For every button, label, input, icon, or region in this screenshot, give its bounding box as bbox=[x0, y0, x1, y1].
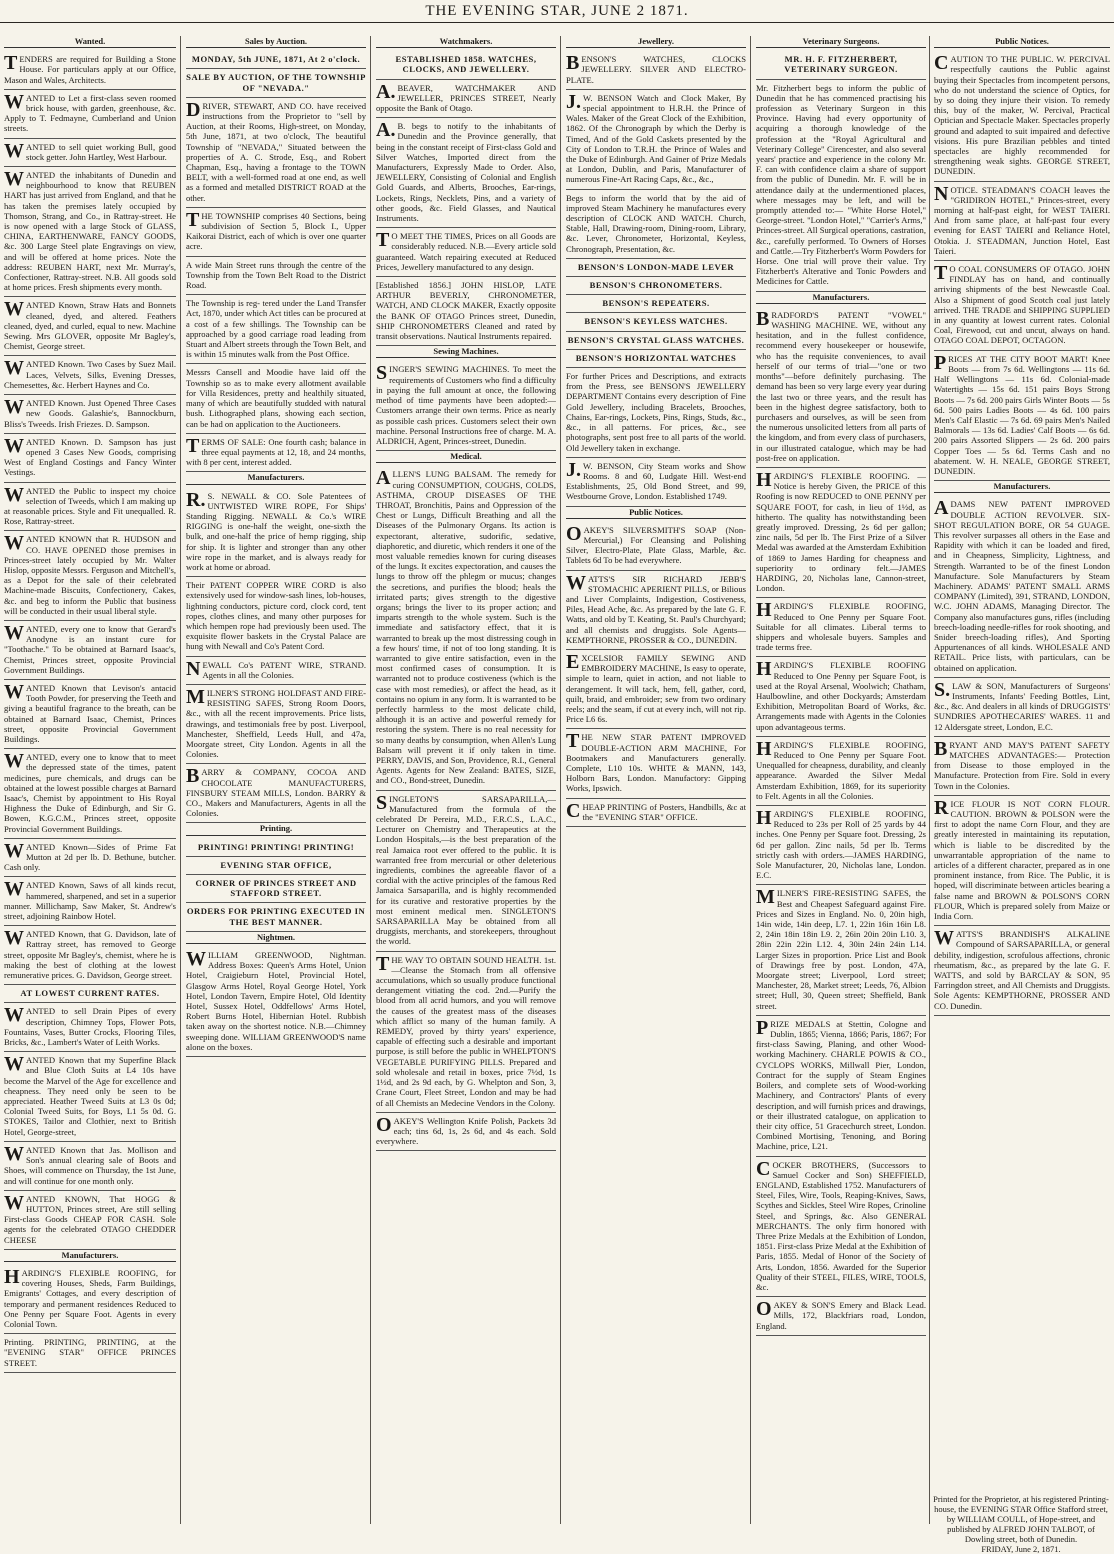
advertisement-text: PRINTING! PRINTING! PRINTING! bbox=[197, 841, 355, 852]
advertisement-text: AT LOWEST CURRENT RATES. bbox=[20, 988, 160, 999]
advertisement bbox=[566, 522, 746, 571]
advertisement-text: HARDING'S FLEXIBLE ROOFING, Reduced to 23s per Roll of 25 yards by 44 inches. One Penny per Square foot. Dressing, 2s 6d per gallon. Zinc nails, 5d per lb. Terms strictly cash with orders.—JAMES HARDING, Sole Manufacturer, 20, Nicholas lane, London. E.C. bbox=[756, 807, 926, 881]
advertisement-text: WANTED Known that Jas. Mollison and Son's annual clearing sale of Boots and Shoes, will commence on Thursday, the 1st June, and will continue for one month only. bbox=[4, 1142, 176, 1186]
column-rule bbox=[750, 36, 751, 1524]
advertisement bbox=[4, 1334, 176, 1373]
advertisement bbox=[934, 796, 1110, 926]
advertisement-text: WANTED Known that my Superfine Black and Blue Cloth Suits at L4 10s have become the Marvel of the Age for excellence and cheapness. They need only be seen to be appreciated. Heather Tweed Suits at L3 0s 0d; Colonial Tweed Suits, for Boys, L1 5s 0d. G. STOKES, Tailor and Clothier, next to British Hotel, George-street, bbox=[4, 1053, 176, 1137]
advertisement-text: [Established 1856.] JOHN HISLOP, LATE ARTHUR BEVERLY, CHRONOMETER, WATCH, AND CLOCK MAKER, Exactly opposite the BANK OF OTAGO Princes street, Dunedin, SHIP CHRONOMETERS Cleaned and rated by transit observations. Nautical Instruments repaired. bbox=[376, 280, 556, 342]
advertisement-text: MR. H. F. FITZHERBERT, VETERINARY SURGEON. bbox=[784, 54, 898, 75]
advertisement-text: WILLIAM GREENWOOD, Nightman. Address Boxes: Queen's Arms Hotel, Union Hotel, Craigieburn Hotel, Provincial Hotel, Glasgow Arms Hotel, Royal George Hotel, York Hotel, London Tavern, Empire Hotel, Old Identity Hotel, Sussex Hotel, Oddfellows' Arms Hotel, Robert Burns Hotel, Hibernian Hotel. Rubbish taken away on the shortest notice. N.B.—Chimney sweeping done. WILLIAM GREENWOOD'S name alone on the boxes. bbox=[186, 948, 366, 1052]
advertisement-text: HARDING'S FLEXIBLE ROOFING, Reduced to One Penny per Square Foot. Suitable for all climates. Liberal terms to shippers and wholesale buyers. Samples and trade terms free. bbox=[756, 599, 926, 653]
advertisement-text: CHEAP PRINTING of Posters, Handbills, &c at the "EVENING STAR" OFFICE. bbox=[566, 799, 746, 822]
advertisement bbox=[756, 598, 926, 657]
advertisement bbox=[186, 69, 366, 97]
column-rule bbox=[560, 36, 561, 1524]
advertisement-text: The Township is reg- tered under the Land Transfer Act, 1870, under which Act titles can be procured at a cost of a few shillings. The Township can be approached by a good carriage road leading from Stuart and Albert streets through the Town Belt, and is within 15 minutes walk from the Post Office. bbox=[186, 298, 366, 360]
section-heading: Wanted. bbox=[4, 36, 176, 48]
advertisement bbox=[934, 182, 1110, 261]
advertisement-text: ADAMS NEW PATENT IMPROVED DOUBLE ACTION REVOLVER. SIX-SHOT REGULATION BORE, OR 54 GUAGE. This revolver surpasses all others in the Ease and Rapidity with which it can be loaded and fired, and in Cheapness, Simplicity, Lightness, and Strength. Warranted to be of the finest London Manufacture. Sole Manufacturers by Steam Machinery. ADAMS' PATENT SMALL ARMS COMPANY (Limited), 391, STRAND, LONDON, W.C. JOHN ADAMS, Managing Director. The Company also manufactures guns, rifles (including breech-loading needle-rifles for rook shooting, and Snider breech-loading rifles), And Sporting Appurtenances of all kinds. WHOLESALE AND RETAIL. Price lists, with particulars, can be obtained on application. bbox=[934, 497, 1110, 673]
column-rule bbox=[929, 36, 930, 1524]
advertisement-text: HARDING'S FLEXIBLE ROOFING. —Notice is hereby Given, the PRICE of this Roofing is now REDUCED to ONE PENNY per SQUARE FOOT, for cash, in lieu of 1½d, as hitherto. The quality has notwithstanding been greatly improved. Dressing, 2s 6d per gallon; zinc nails, 5d per lb. The First Prize of a Silver Medal was awarded at the Amsterdam Exhibition of 1869 to James Harding for cheapness and superiority to ordinary felt.—JAMES HARDING, 20, Nicholas lane, Cannon-street, London. bbox=[756, 468, 926, 594]
advertisement bbox=[186, 577, 366, 656]
imprint-date: FRIDAY, June 2, 1871. bbox=[981, 1544, 1061, 1554]
advertisement bbox=[186, 947, 366, 1057]
advertisement-text: BENSON'S LONDON-MADE LEVER bbox=[577, 261, 735, 272]
advertisement bbox=[4, 680, 176, 749]
advertisement-text: COCKER BROTHERS, (Successors to Samuel Cocker and Son) SHEFFIELD, ENGLAND, Established 1752. Manufacturers of Steel, Files, Wire, Tools, Reaping-Knives, Saws, Scythes and Sickles, Steel Wire Ropes, Crinoline Steel, and Springs, &c. Also GENERAL MERCHANTS. The only firm honored with Three Prize Medals at the Exhibition of London, 1851. First-class Prize Medal at the Exhibition of Paris, 1855. Medal of Honor of the Society of Arts, London, 1856. Awarded for the Superior Quality of their STEEL, FILES, WIRE, TOOLS, &c. bbox=[756, 1157, 926, 1292]
advertisement-text: BENSON'S KEYLESS WATCHES. bbox=[584, 316, 728, 327]
advertisement bbox=[566, 368, 746, 458]
advertisement-text: HARDING'S FLEXIBLE ROOFING, for covering Houses, Sheds, Farm Buildings, Emigrants' Cottages, and every description of temporary and permanent residences Reduced to One Penny per Square Foot. Agents in every Colonial Town. bbox=[4, 1265, 176, 1329]
advertisement-text: WANTED Known—Sides of Prime Fat Mutton at 2d per lb. D. Bethune, butcher. Cash only. bbox=[4, 839, 176, 873]
advertisement bbox=[4, 531, 176, 621]
advertisement-text: RICE FLOUR IS NOT CORN FLOUR. CAUTION. BROWN & POLSON were the first to adopt the name Corn Flour, and they are greatly interested in maintaining its reputation, which is liable to be discredited by the unwarrantable appropriation of the name to articles of a different character, prepared as in one prominent instance, from Rice. The Public, it is hoped, will discriminate between articles bearing a false name and BROWN & POLSON'S CORN FLOUR, Which is prepared solely from Maize or India Corn. bbox=[934, 796, 1110, 922]
advertisement bbox=[376, 1113, 556, 1152]
advertisement-text: Printing. PRINTING, PRINTING, at the "EVENING STAR" OFFICE PRINCES STREET. bbox=[4, 1337, 176, 1368]
advertisement-text: BENSON'S REPEATERS. bbox=[602, 298, 710, 309]
advertisement-text: EXCELSIOR FAMILY SEWING AND EMBROIDERY MACHINE, Is easy to operate, simple to learn, quiet in action, and not liable to derangement. It will tack, hem, fell, gather, cord, quilt, braid, and embroider; sew from two ordinary reels; and the seam, if cut at every inch, will not rip. Price L6 6s. bbox=[566, 650, 746, 725]
advertisement-text: A.BEAVER, WATCHMAKER AND JEWELLER, PRINCES STREET, Nearly opposite the Bank of Otago. bbox=[376, 80, 556, 114]
advertisement-text: Messrs Cansell and Moodie have laid off the Township so as to make every allotment available for Villa Residences, pretty and healthily situated, many of which are beautifully studded with natural bush. Lithographed plans, showing each section, can be had on application to the Auctioneers. bbox=[186, 367, 366, 429]
section-heading: Printing. bbox=[186, 823, 366, 835]
advertisement bbox=[756, 51, 926, 79]
advertisement bbox=[756, 1016, 926, 1157]
advertisement bbox=[376, 118, 556, 228]
advertisement-text: Mr. Fitzherbert begs to inform the public of Dunedin that he has commenced practising his profession as Veterinary Surgeon in this Province. Having had every opportunity of acquiring a thorough knowledge of the profession at the "Royal Agricultural and Veterinary College" Cirencester, and also several years' practice and experience in the colony Mr. F. can with confidence claim a share of support from the public of Dunedin. Mr. F. will be in attendance daily at the undermentioned places, where messages may be left, and will be promptly attended to:— "White Horse Hotel," George-street. "London Hotel," "Carrier's Arms," Princes-street. All Surgical operations, castration, &c., carefully performed. To Owners of Horses and Cattle.—Try Fitzherbert's Worm Powders for Horse. One trial will prove their value. Try Fitzherbert's Alterative and Tonic Powders and Medicines for Cattle. bbox=[756, 82, 926, 287]
advertisement bbox=[4, 483, 176, 532]
advertisement bbox=[4, 51, 176, 90]
column-rule bbox=[180, 36, 181, 1524]
advertisement-text: DRIVER, STEWART, AND CO. have received instructions from the Proprietor to "sell by Auction, at their Rooms, High-street, on Monday, 5th June, 1871, at two o'clock, The beautiful Township of "NEVADA," Situated between the properties of A. C. Strode, Esq., and Robert Chapman, Esq., having a frontage to the TOWN BELT, with a well-formed road at one end, as well as a formed and metalled DISTRICT ROAD at the other. bbox=[186, 98, 366, 203]
advertisement-text: A wide Main Street runs through the centre of the Township from the Town Belt Road to the District Road. bbox=[186, 259, 366, 291]
advertisement-text: THE WAY TO OBTAIN SOUND HEALTH. 1st.—Cleanse the Stomach from all offensive accumulations, which so usually produce functional derangement vitiating the cod. 2nd.—Purify the blood from all acrid humors, and you will remove the causes of the greatest mass of the diseases which afflict so many of the human family. A REMEDY, proved by thirty years' experience, capable of effecting such a desirable and important purpose, is still before the public in WHELPTON'S VEGETABLE PURIFYING PILLS. Prepared and sold wholesale and retail in boxes, price 7½d, 1s 1½d, and 2s 9d each, by G. Whelpton and Son, 3, Crane Court, Fleet Street, London and may be had of all Chemists an Medecine Vendors in the Colony. bbox=[376, 952, 556, 1108]
advertisement bbox=[934, 261, 1110, 351]
advertisement bbox=[566, 650, 746, 729]
advertisement-text: BENSON'S WATCHES, CLOCKS JEWELLERY. SILVER AND ELECTRO-PLATE. bbox=[566, 52, 746, 85]
advertisement-text: SINGLETON'S SARSAPARILLA,— Manufactured from the formula of the celebrated Dr Pereira, M.D., F.R.C.S., L.A.C., Lecturer on Chemistry and Therapeutics at the London Hospitals,—is the best preparation of the real Jamaica root ever offered to the public. It is warranted free from mercurial or other deleterious ingredients, combines the agreeable flavor of a cordial with the active principles of the famous Red Jamaica Sarsaparilla, and is highly recommended for its curative and restorative properties by the most eminent medical men. SINGLETON'S SARSAPARILLA May be obtained from all druggists, merchants, and storekeepers, throughout the world. bbox=[376, 791, 556, 947]
advertisement-text: R.S. NEWALL & CO. Sole Patentees of UNTWISTED WIRE ROPE, For Ships' Standing Rigging. NEWALL & Co.'s WIRE RIGGING is one-half the weight, one-sixth the bulk, and one-half the price of hemp rigging, ship for ship. It is lighter and stronger than any other wire rope in the market, and is always ready for work at home or abroad. bbox=[186, 488, 366, 572]
column-1 bbox=[4, 36, 176, 1524]
advertisement bbox=[186, 98, 366, 208]
advertisement-text: PRICES AT THE CITY BOOT MART! Knee Boots — from 7s 6d. Wellingtons — 11s 6d. Half Wellingtons — 11s 6d. Colonial-made Watertights — 15s 6d. 151 pairs Boys Strong Boots — 7s 6d. 200 pairs Girls Winter Boots — 5s 6d. 500 pairs Ladies Boots — 4s 6d. 100 pairs Men's Calf Elastic — 7s 6d. 69 pairs Men's Nailed Balmorals — 13s 6d. Ladies' Calf Boots — 6s 6d. 200 pairs Assorted Slippers — 2s 6d. 200 pairs Copper Toes — 5s 6d. Terms Cash and no abatement. W. H. NEALE, GEORGE STREET, DUNEDIN. bbox=[934, 351, 1110, 476]
advertisement bbox=[186, 434, 366, 473]
advertisement-text: WANTED, every one to know that Gerard's Anodyne is an instant cure for "Toothache." To be obtained at Barnard Isaac's, Chemist, Princes street, opposite Provincial Government Buildings. bbox=[4, 621, 176, 675]
advertisement-text: OAKEY & SON'S Emery and Black Lead. Mills, 172, Blackfriars road, London, England. bbox=[756, 1298, 926, 1331]
advertisement bbox=[4, 621, 176, 680]
advertisement bbox=[186, 839, 366, 857]
advertisement bbox=[566, 190, 746, 259]
advertisement bbox=[4, 167, 176, 297]
section-heading: Watchmakers. bbox=[376, 36, 556, 48]
advertisement bbox=[376, 228, 556, 277]
advertisement-text: J.W. BENSON, City Steam works and Show Rooms. 8 and 60, Ludgate Hill. West-end Establishments, 25, Old Bond Street, and 99, Westbourne Grove, London. Established 1749. bbox=[566, 458, 746, 502]
advertisement bbox=[756, 468, 926, 598]
advertisement bbox=[376, 277, 556, 346]
imprint bbox=[932, 1494, 1110, 1554]
advertisement-text: TO MEET THE TIMES, Prices on all Goods are considerably reduced. N.B.—Every article sold guaranteed. Watch repairing executed at Reduced Prices, Jewellery manufactured to any design. bbox=[376, 229, 556, 272]
advertisement-text: For further Prices and Descriptions, and extracts from the Press, see BENSON'S JEWELLERY DEPARTMENT Contains every description of Fine Gold Jewellery, including Bracelets, Brooches, Chains, Ear-rings, Lockets, Pins, Rings, Studs, &c., &c., in all patterns. For prices, &c., see photographs, sent post free to all parts of the world. Old Jewellery taken in exchange. bbox=[566, 371, 746, 453]
advertisement-text: NEWALL Co's PATENT WIRE, STRAND. Agents in all the Colonies. bbox=[186, 657, 366, 680]
advertisement-text: Their PATENT COPPER WIRE CORD is also extensively used for window-sash lines, lob-houses, lightning conductors, picture cord, clock cord, tent ropes, clothes clines, and many other purposes for which hempen rope had previously been used. The exquisite flower baskets in the Crystal Palace are hung with Newall and Co's Patent Cord. bbox=[186, 580, 366, 652]
advertisement bbox=[4, 395, 176, 434]
advertisement-text: WANTED Known, Straw Hats and Bonnets cleaned, dyed, and altered. Feathers cleaned, dyed, and curled, equal to new. Machine Sewing. Mrs GLOVER, opposite Mr Bagley's, Chemist, George street. bbox=[4, 298, 176, 352]
section-heading: Veterinary Surgeons. bbox=[756, 36, 926, 48]
advertisement-text: CORNER OF PRINCES STREET AND STAFFORD STREET. bbox=[195, 878, 357, 899]
advertisement-text: BRADFORD'S PATENT "VOWEL" WASHING MACHINE. WE, without any hesitation, and in the fullest confidence, recommend every housekeeper or housewife, who has the requisite conveniences, to avail herself of our terms of trial—"one or two months"—before definitely purchasing. The demand has been so very large every year during the last two or three years, and the result has been in the highest degree satisfactory, both to purchasers and ourselves, as will be seen from the numerous unsolicited letters from all parts of the kingdom, and from every class of purchasers, in our illustrated catalogue, which may be had post-free on application. bbox=[756, 307, 926, 463]
section-heading: Jewellery. bbox=[566, 36, 746, 48]
advertisement bbox=[566, 350, 746, 368]
advertisement bbox=[756, 1297, 926, 1336]
advertisement-text: TO COAL CONSUMERS OF OTAGO. JOHN FINDLAY has on hand, and continually arriving shipments of the best Newcastle Coal. Also a Shipment of good Scotch coal just lately arrived. THE TRADE and SHIPPING SUPPLIED in any quantity at lowest current rates. Colonial Coal, Firewood, cut and uncut, always on hand. OTAGO COAL DEPOT, OCTAGON. bbox=[934, 262, 1110, 346]
advertisement bbox=[566, 277, 746, 295]
advertisement bbox=[376, 80, 556, 119]
imprint-text: Printed for the Proprietor, at his registered Printing-house, the EVENING STAR Office Stafford street, by WILLIAM COULL, of Hope-street, and published by ALFRED JOHN TALBOT, of Dowling street, both of Dunedin. bbox=[933, 1494, 1109, 1544]
advertisement bbox=[186, 295, 366, 364]
section-heading: Manufacturers. bbox=[186, 472, 366, 484]
advertisement bbox=[186, 657, 366, 685]
advertisement-text: TERMS OF SALE: One fourth cash; balance in three equal payments at 12, 18, and 24 months, with 8 per cent, interest added. bbox=[186, 434, 366, 468]
advertisement-text: WANTED Known, that G. Davidson, late of Rattray street, has removed to George street, opposite Mr Bagley's, chemist, where he is making the best of clothing at the lowest remunerative prices. G. Davidson, George street. bbox=[4, 927, 176, 981]
advertisement-text: PRIZE MEDALS at Stettin, Cologne and Dublin, 1865; Vienna, 1866; Paris, 1867; For first-class Sawing, Planing, and other Wood-working Machinery. CHARLE POWIS & CO., CYCLOPS WORKS, Millwall Pier, London, Contract for the supply of Steam Engines Boilers, and complete sets of Wood-working Machinery, and Contractors' Plants of every description, and will furnish prices and drawings, or their illustrated catalogue, on application to their city office, 51 Gracechurch street, London. Combined Mortising, Tenoning, and Boring Machine, price, L21. bbox=[756, 1016, 926, 1152]
advertisement-text: HARDING'S FLEXIBLE ROOFING, Reduced to One Penny per Square Foot. Unequalled for cheapness, durability, and cleanly appearance. Awarded the Silver Medal Amsterdam Exhibition, 1869, for its superiority to Felt. Agents in all the Colonies. bbox=[756, 737, 926, 801]
section-heading: Sewing Machines. bbox=[376, 346, 556, 358]
section-heading: Nightmen. bbox=[186, 932, 366, 944]
advertisement-text: EVENING STAR OFFICE, bbox=[220, 859, 332, 870]
advertisement-text: THE NEW STAR PATENT IMPROVED DOUBLE-ACTION ARM MACHINE, For Bootmakers and Manufacturers generally. Complete, L10 10s. WHITE & MANN, 143, Holborn Bars, London. Manufactory: Gipping Works, Ipswich. bbox=[566, 730, 746, 794]
advertisement-text: WATTS'S SIR RICHARD JEBB'S STOMACHIC APERIENT PILLS, or Bilious and Liver Complaints, Indigestion, Costiveness, Piles, Head Ache, &c. As prepared by the late G. F. Watts, and old by T. Keating, St. Paul's Churchyard; and all chemists and druggists. Sole Agents— KEMPTHORNE, PROSSER & CO., DUNEDIN. bbox=[566, 571, 746, 645]
advertisement-text: WANTED to sell quiet working Bull, good stock getter. John Hartley, West Harbour. bbox=[4, 139, 176, 162]
advertisement bbox=[756, 1157, 926, 1298]
advertisement bbox=[4, 1265, 176, 1334]
advertisement-text: SALE BY AUCTION, OF THE TOWNSHIP OF "NEVADA." bbox=[186, 72, 366, 93]
advertisement bbox=[4, 1142, 176, 1191]
advertisement bbox=[186, 903, 366, 931]
advertisement bbox=[934, 496, 1110, 677]
advertisement-text: WANTED Known. Two Cases by Suez Mail. Laces, Velvets, Silks, Evening Dresses, Chemesettes, &c. Herbert Haynes and Co. bbox=[4, 357, 176, 390]
advertisement bbox=[756, 80, 926, 292]
advertisement-text: WANTED Known, Saws of all kinds recut, hammered, sharpened, and set in a superior manner. Millichamp, Saw Maker, St. Andrew's street, adjoining Rainbow Hotel. bbox=[4, 878, 176, 922]
advertisement bbox=[756, 885, 926, 1015]
advertisement bbox=[4, 1003, 176, 1052]
column-2 bbox=[186, 36, 366, 1524]
advertisement-text: BENSON'S HORIZONTAL WATCHES bbox=[575, 352, 737, 363]
advertisement bbox=[186, 685, 366, 764]
advertisement-text: MONDAY, 5th JUNE, 1871, At 2 o'clock. bbox=[191, 54, 361, 65]
advertisement bbox=[756, 657, 926, 736]
section-heading: Manufacturers. bbox=[4, 1250, 176, 1262]
advertisement bbox=[4, 139, 176, 167]
advertisement bbox=[4, 1052, 176, 1142]
column-4 bbox=[566, 36, 746, 1524]
advertisement bbox=[376, 791, 556, 952]
column-6 bbox=[934, 36, 1110, 1490]
column-3 bbox=[376, 36, 556, 1524]
section-heading: Manufacturers. bbox=[756, 292, 926, 304]
advertisement-text: SINGER'S SEWING MACHINES. To meet the requirements of Customers who find a difficulty in paying the full amount at once, the following method of time payments have been adopted:— Customers arrange their own terms. Price as nearly as possible cash prices. Customers select their own machine. Personal Instructions free of charge. M. A. ALDRICH, Agent, Princes-street, Dunedin. bbox=[376, 362, 556, 446]
advertisement bbox=[4, 926, 176, 985]
advertisement bbox=[566, 458, 746, 507]
advertisement bbox=[566, 799, 746, 827]
advertisement bbox=[4, 1191, 176, 1250]
masthead: THE EVENING STAR, JUNE 2 1871. bbox=[0, 0, 1114, 23]
section-heading: Sales by Auction. bbox=[186, 36, 366, 48]
advertisement bbox=[566, 332, 746, 350]
advertisement bbox=[934, 351, 1110, 481]
advertisement bbox=[566, 571, 746, 650]
advertisement bbox=[4, 985, 176, 1003]
advertisement-text: TENDERS are required for Building a Stone House. For particulars apply at our Office, Mason and Wales, Architects. bbox=[4, 52, 176, 85]
advertisement bbox=[186, 857, 366, 875]
advertisement bbox=[376, 361, 556, 451]
section-heading: Public Notices. bbox=[934, 36, 1110, 48]
advertisement bbox=[934, 737, 1110, 796]
column-rule bbox=[370, 36, 371, 1524]
advertisement bbox=[566, 729, 746, 798]
advertisement-text: WANTED KNOWN that R. HUDSON and CO. HAVE OPENED those premises in Princes-street lately occupied by Mr. Walter Hislop, opposite Messrs. Ferguson and Mitchell's, as a Depot for the sale of their celebrated Machine-made Biscuits, Confectionery, Cakes, &c. and beg to inform the Public that business will be conducted in their usual liberal style. bbox=[4, 532, 176, 616]
advertisement bbox=[186, 208, 366, 257]
advertisement bbox=[566, 295, 746, 313]
advertisement bbox=[186, 364, 366, 433]
section-heading: Public Notices. bbox=[566, 507, 746, 519]
advertisement-text: ALLEN'S LUNG BALSAM. The remedy for curing CONSUMPTION, COUGHS, COLDS, ASTHMA, CROUP DISEASES OF THE THROAT, Bronchitis, Pains and Oppression of the Chest or Lungs, Difficult Breathing and all the Diseases of the Pulmonary Organs. Its action is expectorant, alterative, sudorific, sedative, diaphoretic, and diuretic, which renders it one of the most valuable remedies known for curing diseases of the lungs. It excites expectoration, and causes the lungs to throw off the phlegm or mucus; changes the secretions, and purifies the blood; heals the irritated parts; gives strength to the digestive organs; brings the liver to its proper action; and imparts strength to the whole system. Such is the immediate and satisfactory effect, that it is warranted to break up the most distressing cough in a few hours' time, if not of too long standing. It is warranted to give entire satisfaction, even in the most confirmed cases of consumption. It is warranted not to produce costiveness (which is the case with most remedies), or affect the head, as it contains no opium in any form. It is warranted to be perfectly harmless to the most delicate child, although it is an active and powerful remedy for restoring the system. There is no real necessity for so many deaths by consumption, when Allen's Lung Balsam will prevent it if only taken in time. PERRY, DAVIS, and Son, Providence, R.I., General Agents. Agents for New Zealand: BATES, SIZE, and CO., Bond-street, Dunedin. bbox=[376, 467, 556, 786]
advertisement-text: WANTED Known that Levison's antacid Tooth Powder, for preserving the Teeth and giving a beautiful fragrance to the breath, can be obtained at Barnard Isaac, Chemist, Princes street, opposite Provincial Government Buildings. bbox=[4, 680, 176, 744]
advertisement-text: OAKEY'S Wellington Knife Polish, Packets 3d each; tins 6d, 1s, 2s 6d, and 4s each. Sold everywhere. bbox=[376, 1113, 556, 1147]
advertisement-text: WANTED Known. Just Opened Three Cases new Goods. Galashie's, Bannockburn, Bliss's Tweeds. Irish Friezes. D. Sampson. bbox=[4, 396, 176, 429]
advertisement bbox=[186, 875, 366, 903]
advertisement-text: BENSON'S CRYSTAL GLASS WATCHES. bbox=[567, 334, 745, 345]
advertisement bbox=[4, 877, 176, 926]
advertisement-text: WANTED Known. D. Sampson has just opened 3 Cases New Goods, comprising West of England Costings and Fancy Winter Vestings. bbox=[4, 434, 176, 478]
advertisement-text: ORDERS FOR PRINTING EXECUTED IN THE BEST MANNER. bbox=[186, 906, 366, 927]
advertisement bbox=[4, 839, 176, 878]
advertisement-text: THE TOWNSHIP comprises 40 Sections, being subdivision of Section 5, Block I., Upper Kaikorai District, each of which is over one quarter acre. bbox=[186, 208, 366, 252]
advertisement bbox=[566, 259, 746, 277]
advertisement-text: MILNER'S STRONG HOLDFAST AND FIRE-RESISTING SAFES, Strong Room Doors, &c., with all the recent improvements. Price lists, drawings, and testimonials free by post. Liverpool, Manchester, Sheffield, Leeds Hull, and 47a, Moorgate street, City London. Agents in all the Colonies. bbox=[186, 685, 366, 760]
advertisement-text: MILNER'S FIRE-RESISTING SAFES, the Best and Cheapest Safeguard against Fire. Prices and Sizes in England. No. 0, 20in high, 14in wide, 14in deep, L7. 1, 22in 16in 16in L8. 2, 24in 18in 18in L9. 2, 26in 20in 20in L10. 3, 28in 22in 22in L12. 4, 30in 24in 24in L14. Larger Sizes in proportion. Price List and Book of Drawings free by post. London, 47A, Moorgate street; Liverpool, Lord street; Manchester, 28, Market street; Leeds, 76, Albion street; Hull, 30, Queen street; Sheffield, Bank street. bbox=[756, 886, 926, 1011]
advertisement-text: WANTED the Public to inspect my choice selection of Tweeds, which I am making up at reasonable prices. Style and Fit unequalled. R. Rose, Rattray-street. bbox=[4, 483, 176, 527]
advertisement-text: BARRY & COMPANY, COCOA AND CHOCOLATE MANUFACTURERS, FINSBURY STEAM MILLS, London. BARRY & CO., Makers and Manufacturers, Agents in all the Colonies. bbox=[186, 765, 366, 819]
advertisement-text: Begs to inform the world that by the aid of improved Steam Machinery he manufactures every description of CLOCK AND WATCH. Church, Stable, Hall, Drawing-room, Dining-room, Library, &c. Lever, Chronometer, Horizontal, Keyless, Chronograph, Presentation, &c. bbox=[566, 192, 746, 254]
advertisement bbox=[566, 51, 746, 90]
section-heading: Manufacturers. bbox=[934, 481, 1110, 493]
advertisement bbox=[376, 466, 556, 790]
advertisement bbox=[4, 434, 176, 483]
advertisement bbox=[186, 764, 366, 823]
advertisement bbox=[4, 356, 176, 395]
advertisement-text: J.W. BENSON Watch and Clock Maker, By special appointment to H.R.H. the Prince of Wales. Maker of the Great Clock of the Exhibition, 1862. Of the Chronograph by which the Derby is Timed, And of the Gold Caskets presented by the City of London to T.R.H. the Prince of Wales and the Duke of Edinburgh. And Gainer of Prize Medals at London, Dublin, and Paris, Manufacturer of numerous Fine-Art Racing Caps, &c., &c., bbox=[566, 90, 746, 185]
advertisement bbox=[934, 926, 1110, 1016]
advertisement-text: WATTS'S BRANDISH'S ALKALINE Compound of SARSAPARILLA, or general debility, indigestion, scrofulous affections, chronic rheumatism, &c., as prepared by the late G. F. WATTS, and sold by BARCLAY & SON, 95 Farringdon street, and All Chemists and Druggists. Sole Agents: KEMPTHORNE, PROSSER AND CO. Dunedin. bbox=[934, 927, 1110, 1011]
section-heading: Medical. bbox=[376, 451, 556, 463]
advertisement-text: WANTED KNOWN, That HOGG & HUTTON, Princes street, Are still selling First-class Goods CHEAP FOR CASH. Sole agents for the celebrated OTAGO CHEDDER CHEESE bbox=[4, 1191, 176, 1245]
advertisement bbox=[566, 90, 746, 190]
advertisement-text: OAKEY'S SILVERSMITH'S SOAP (Non-Mercurial,) For Cleansing and Polishing Silver, Electro-Plate, Plate Glass, Marble, &c. Tablets 6d To be had everywhere. bbox=[566, 522, 746, 566]
advertisement-text: WANTED the inhabitants of Dunedin and neighbourhood to know that REUBEN HART has just arrived from England, and that he has taken the premises lately occupied by Thomson, Strang, and Co., in Rattray-street. He is now opened with a large Stock of GLASS, CHINA, EARTHENWARE, FANCY GOODS, &c. 300 Large Steel plate Engravings on view, and will be offered at home prices. Note the address: REUBEN HART, next Mr. Murray's, Confectioner, Rattray-street. N.B. All goods sold at home prices. Fresh shipments every month. bbox=[4, 168, 176, 293]
advertisement-text: CAUTION TO THE PUBLIC. W. PERCIVAL respectfully cautions the Public against buying their Spectacles from incompetent persons, who do not understand the science of Optics, for by so doing they injure their vision. To remedy this, buy of the maker, W. Percival, Practical Optician and Spectacle Maker. Spectacles properly ground and adapted to suit impaired and defective visions. His pure Brazilian pebbles and tinted spectacles are highly recommended for strengthening weak sights. GEORGE STREET, DUNEDIN. bbox=[934, 52, 1110, 177]
advertisement-text: WANTED, every one to know that to meet the depressed state of the times, patent medicines, pure chemicals, and drugs can be obtained at the lowest possible charges at Barnard Isaac's, Chemist by appointment to His Royal Highness the Duke of Edinburgh, and Sir G. Bowen, K.G.C.M., Princes street, opposite Provincial Government Buildings. bbox=[4, 750, 176, 834]
column-5 bbox=[756, 36, 926, 1524]
advertisement bbox=[566, 313, 746, 331]
columns-container bbox=[0, 24, 1114, 1524]
advertisement-text: ESTABLISHED 1858. WATCHES, CLOCKS, AND JEWELLERY. bbox=[395, 54, 537, 75]
advertisement bbox=[376, 952, 556, 1113]
advertisement bbox=[186, 488, 366, 578]
advertisement-text: S.LAW & SON, Manufacturers of Surgeons' Instruments, Infants' Feeding Bottles, Lint, &c., &c. And dealers in all kinds of DRUGGISTS' SUNDRIES APOTHECARIES' WARES. 11 and 12 Aldersgate street, London, E.C. bbox=[934, 678, 1110, 732]
advertisement bbox=[4, 749, 176, 839]
advertisement bbox=[376, 51, 556, 79]
advertisement bbox=[756, 307, 926, 468]
advertisement-text: WANTED to sell Drain Pipes of every description, Chimney Tops, Flower Pots, Fountains, Vases, Butter Crocks, Flooring Tiles, Bricks, &c., Lambert's Water of Leith Works. bbox=[4, 1004, 176, 1048]
advertisement bbox=[4, 297, 176, 356]
advertisement bbox=[186, 257, 366, 296]
advertisement-text: HARDING'S FLEXIBLE ROOFING Reduced to One Penny per Square Foot, is used at the Royal Arsenal, Woolwich; Chatham, Haulbowline, and other Dockyards; Amsterdam Exhibition, Metropolitan Board of Works, &c. Arrangements made with Agents in the Colonies upon advantageous terms. bbox=[756, 658, 926, 732]
advertisement-text: NOTICE. STEADMAN'S COACH leaves the "GRIDIRON HOTEL," Princes-street, every morning at half-past eight, for WEST TAIERI. And from same place, at half-past four every evening for EAST TAIERI and Reliance Hotel, Otokia. J. STEADMAN, Junction Hotel, East Taieri. bbox=[934, 182, 1110, 256]
advertisement bbox=[934, 51, 1110, 181]
advertisement bbox=[4, 90, 176, 139]
advertisement-text: BRYANT AND MAY'S PATENT SAFETY MATCHES ADVANTAGES:— Protection from Disease to those employed in the Manufacture. Protection from Fire. Sold in every Town in the Colonies. bbox=[934, 737, 1110, 791]
advertisement bbox=[756, 806, 926, 885]
advertisement bbox=[186, 51, 366, 69]
advertisement bbox=[756, 737, 926, 806]
advertisement bbox=[934, 678, 1110, 737]
advertisement-text: BENSON'S CHRONOMETERS. bbox=[589, 280, 723, 291]
advertisement-text: A.B. begs to notify to the inhabitants of Dunedin and the Province generally, that being in the constant receipt of First-class Gold and Silver Watches, Imported direct from the Manufacturers, Expressly Made to Order. Also, JEWELLERY, Consisting of Colonial and English Gold Guards, and Alberts, Brooches, Ear-rings, Lockets, Rings, Necklets, Pins, and a variety of other goods, &c. Field Glasses, and Nautical Instruments. bbox=[376, 119, 556, 224]
advertisement-text: WANTED to Let a first-class seven roomed brick house, with garden, greenhouse, &c. Apply to T. Fedmayne, Cumberland and Union streets. bbox=[4, 90, 176, 134]
